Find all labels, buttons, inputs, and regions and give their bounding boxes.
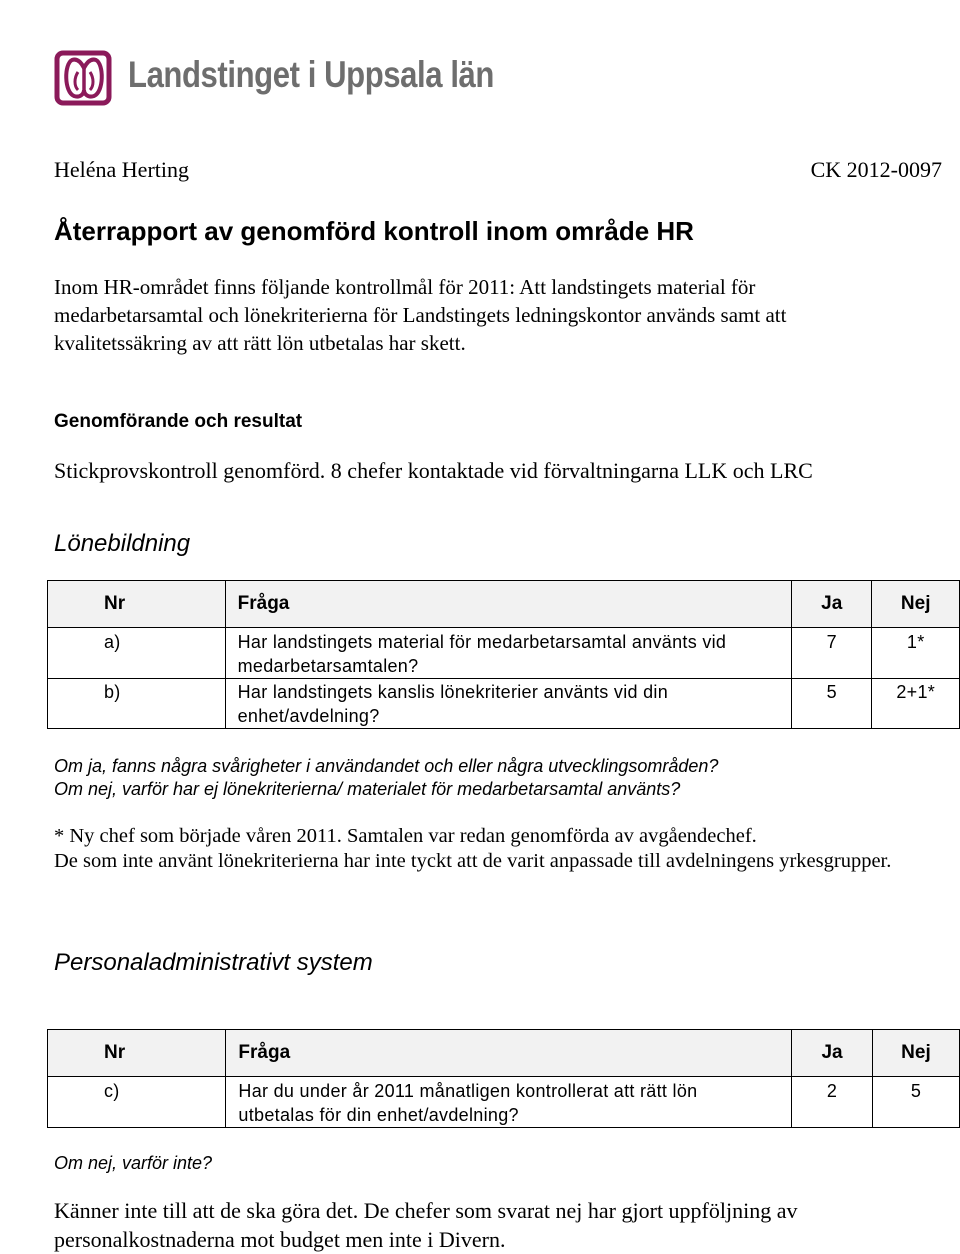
followup-questions <box>54 755 718 801</box>
intro-line: kvalitetssäkring av att rätt lön utbetalas har skett. <box>54 331 466 355</box>
personal-followup: Om nej, varför inte? <box>54 1153 213 1173</box>
table-row <box>48 1077 960 1128</box>
note-line: * Ny chef som började våren 2011. Samtalen var redan genomförda av avgåendechef. <box>54 825 757 847</box>
org-logo <box>54 50 494 108</box>
row-no-count: 1* <box>872 628 960 679</box>
lonebildning-notes <box>54 824 959 874</box>
question-line: Har landstingets material för medarbetarsamtal använts vid <box>237 632 727 652</box>
question-line: Har landstingets kanslis lönekriterier använts vid din <box>237 682 669 702</box>
personal-heading: Personaladministrativt system <box>54 949 373 976</box>
intro-line: medarbetarsamtal och lönekriterierna för Landstingets ledningskontor används samt att <box>54 303 787 327</box>
row-nr: c) <box>48 1077 226 1128</box>
table-row <box>48 628 960 679</box>
question-line: enhet/avdelning? <box>237 706 380 726</box>
personal-table <box>47 1029 960 1128</box>
section-text: Stickprovskontroll genomförd. 8 chefer kontaktade vid förvaltningarna LLK och LRC <box>54 458 813 483</box>
col-no-header: Nej <box>872 581 960 628</box>
row-nr: a) <box>48 628 226 679</box>
row-yes-count: 2 <box>792 1077 873 1128</box>
row-yes-count: 7 <box>792 628 872 679</box>
col-yes-header: Ja <box>792 581 872 628</box>
col-question-header: Fråga <box>225 581 791 628</box>
table-header-row <box>48 1030 960 1077</box>
personal-answer <box>54 1196 954 1254</box>
col-yes-header: Ja <box>792 1030 873 1077</box>
col-question-header: Fråga <box>226 1030 792 1077</box>
row-yes-count: 5 <box>792 679 872 729</box>
author-name: Heléna Herting <box>54 157 189 182</box>
row-question <box>226 1077 792 1128</box>
intro-paragraph <box>54 273 934 357</box>
col-no-header: Nej <box>872 1030 959 1077</box>
document-reference: CK 2012-0097 <box>810 157 942 182</box>
page-title: Återrapport av genomförd kontroll inom område HR <box>54 216 694 246</box>
row-question <box>225 628 791 679</box>
row-no-count: 5 <box>872 1077 959 1128</box>
lonebildning-table <box>47 580 960 729</box>
followup-line: Om nej, varför har ej lönekriterierna/ materialet för medarbetarsamtal använts? <box>54 779 681 799</box>
followup-line: Om ja, fanns några svårigheter i användandet och eller några utvecklingsområden? <box>54 756 719 776</box>
note-line: De som inte använt lönekriterierna har inte tyckt att de varit anpassade till avdelningens yrkesgrupper. <box>54 850 892 872</box>
question-line: medarbetarsamtalen? <box>237 656 419 676</box>
row-nr: b) <box>48 679 226 729</box>
landstinget-logo-icon <box>54 50 116 108</box>
table-row <box>48 679 960 729</box>
answer-line: personalkostnaderna mot budget men inte i Divern. <box>54 1227 506 1252</box>
question-line: Har du under år 2011 månatligen kontrollerat att rätt lön <box>238 1081 698 1101</box>
question-line: utbetalas för din enhet/avdelning? <box>238 1105 519 1125</box>
col-nr-header: Nr <box>48 1030 226 1077</box>
col-nr-header: Nr <box>48 581 226 628</box>
table-header-row <box>48 581 960 628</box>
lonebildning-heading: Lönebildning <box>54 530 191 557</box>
answer-line: Känner inte till att de ska göra det. De chefer som svarat nej har gjort uppföljning av <box>54 1198 798 1223</box>
section-heading: Genomförande och resultat <box>54 411 303 432</box>
row-question <box>225 679 791 729</box>
row-no-count: 2+1* <box>872 679 960 729</box>
intro-line: Inom HR-området finns följande kontrollmål för 2011: Att landstingets material för <box>54 275 756 299</box>
org-name: Landstinget i Uppsala län <box>128 54 494 95</box>
